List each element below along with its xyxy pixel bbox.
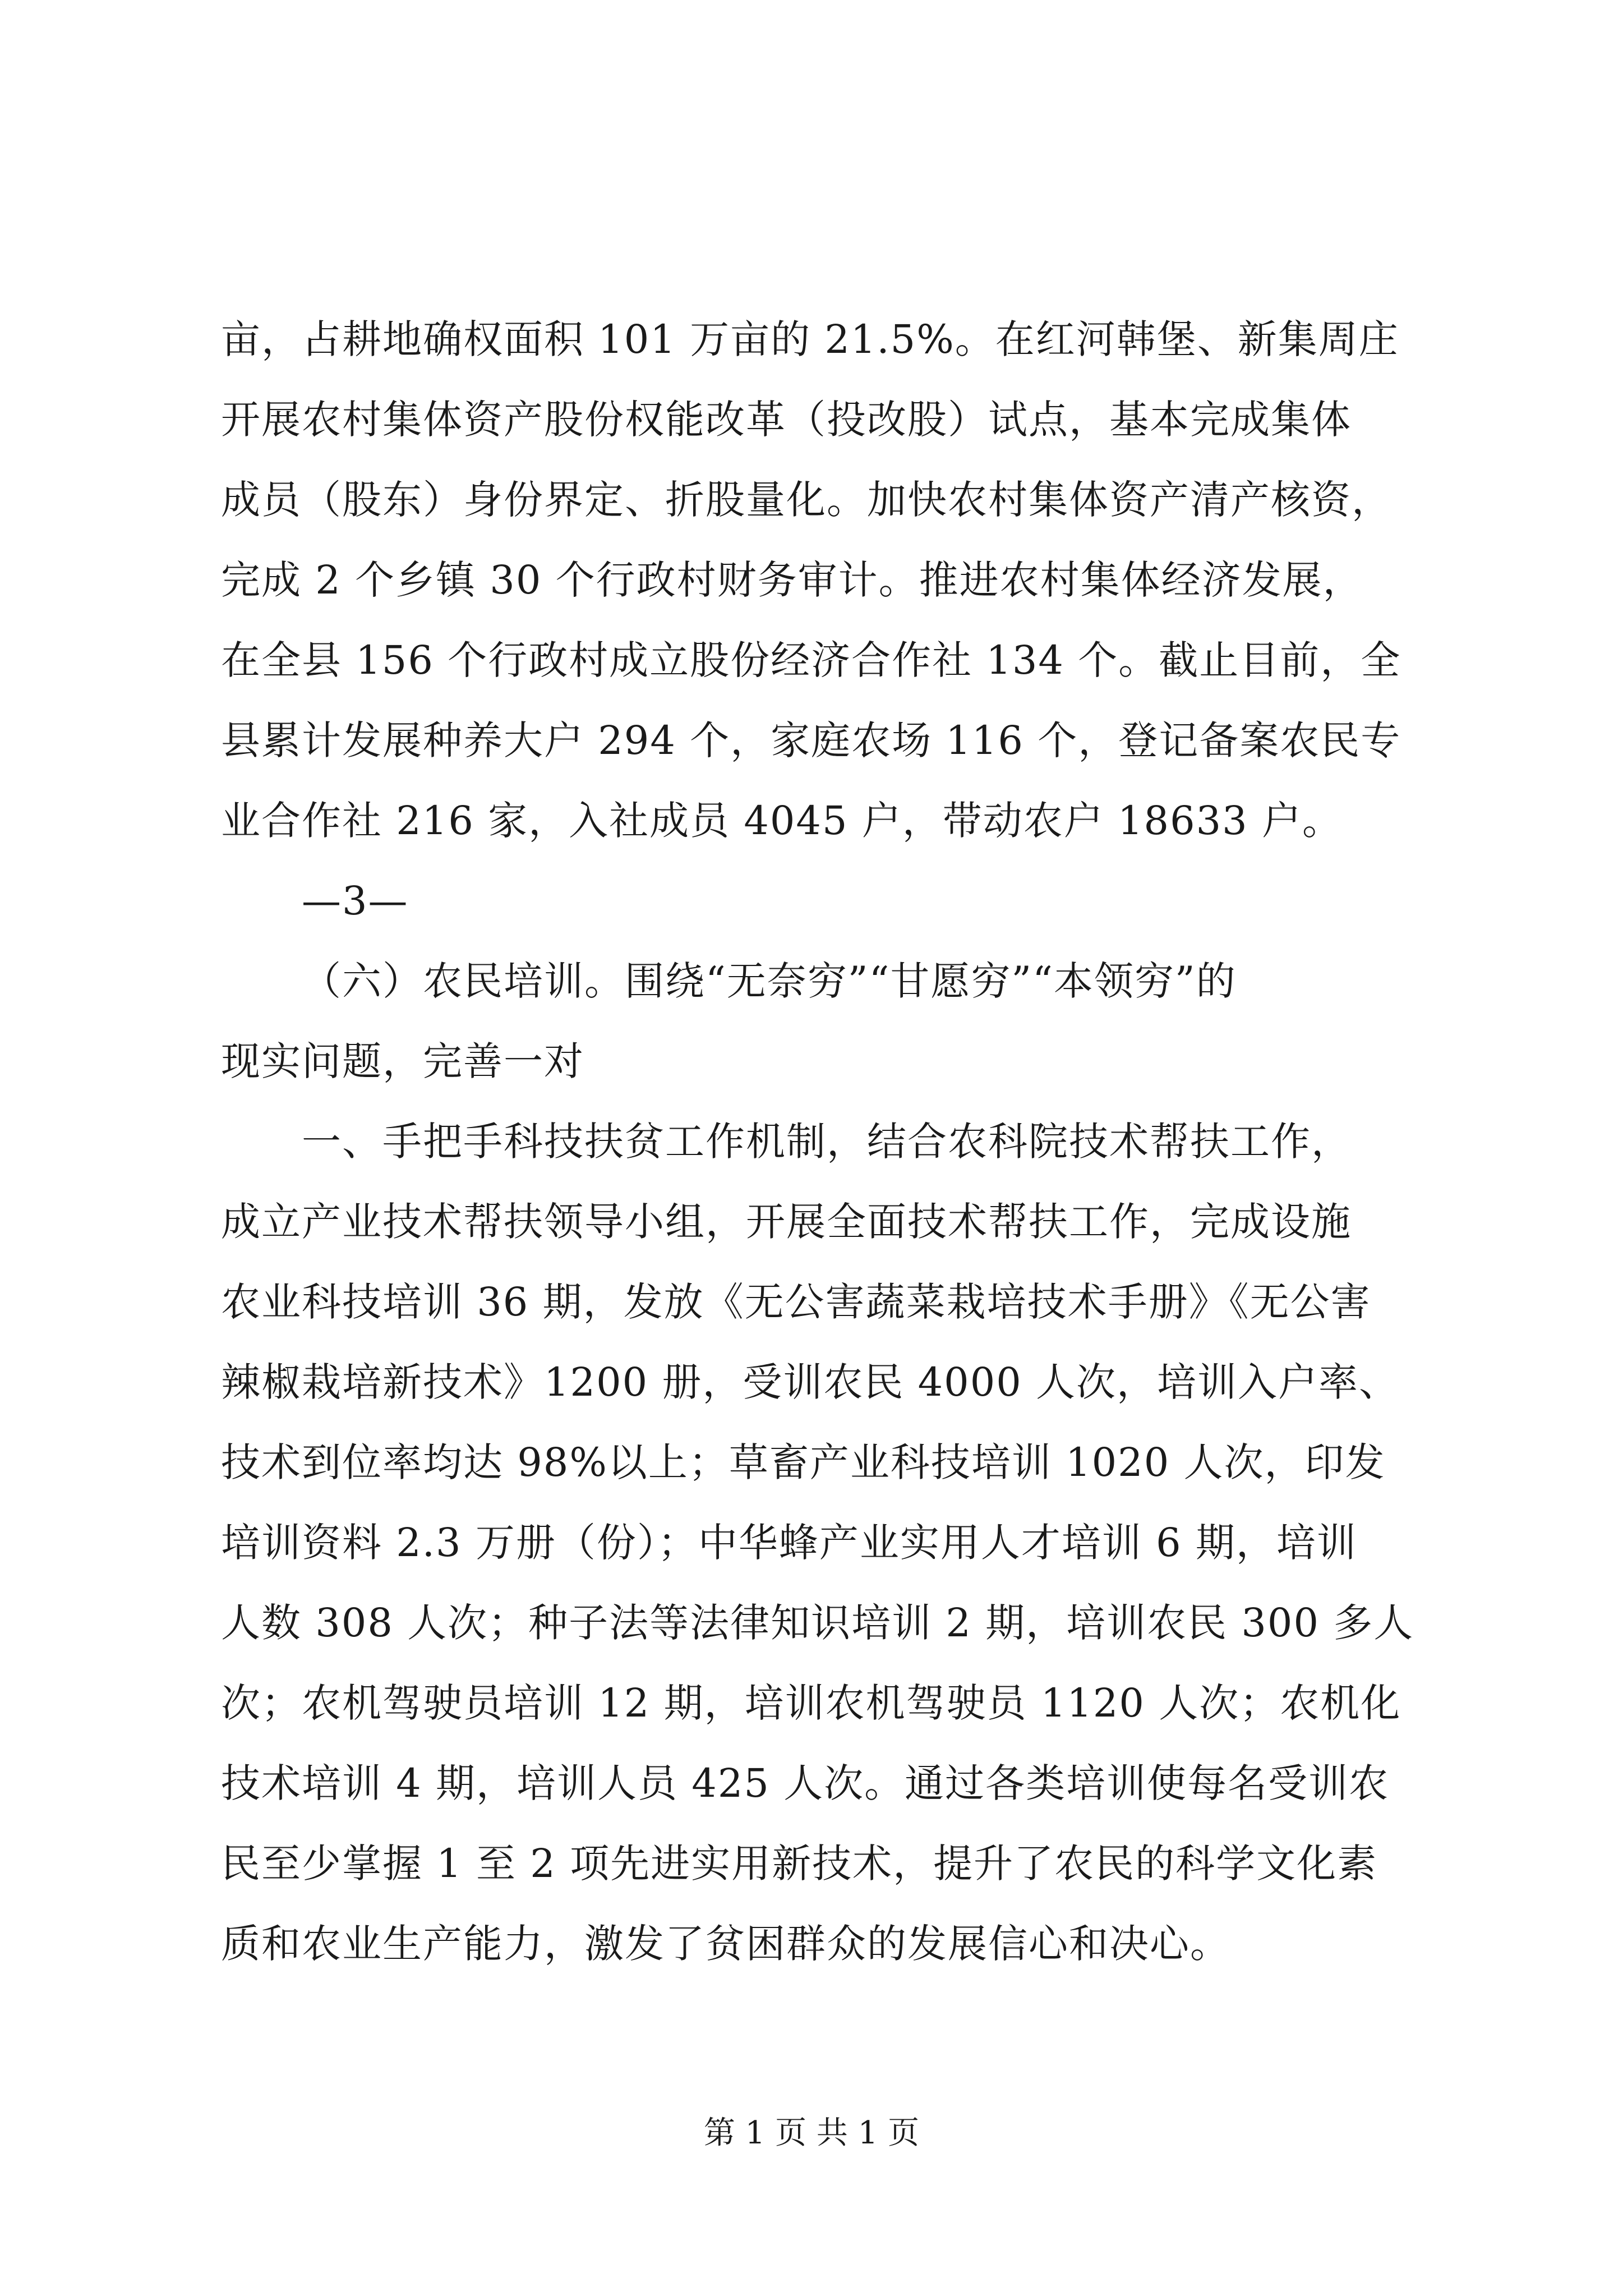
body-line: 开展农村集体资产股份权能改革（投改股）试点，基本完成集体 [221, 397, 1352, 443]
body-line: 一、手把手科技扶贫工作机制，结合农科院技术帮扶工作， [302, 1119, 1352, 1165]
body-line: 辣椒栽培新技术》1200 册，受训农民 4000 人次，培训入户率、 [221, 1359, 1400, 1405]
body-line: 民至少掌握 1 至 2 项先进实用新技术，提升了农民的科学文化素 [221, 1841, 1378, 1887]
body-line: 质和农业生产能力，激发了贫困群众的发展信心和决心。 [221, 1921, 1230, 1967]
page-marker: —3— [302, 878, 409, 924]
body-line: 业合作社 216 家，入社成员 4045 户，带动农户 18633 户。 [221, 798, 1343, 844]
body-line: 成立产业技术帮扶领导小组，开展全面技术帮扶工作，完成设施 [221, 1199, 1352, 1245]
body-line: 完成 2 个乡镇 30 个行政村财务审计。推进农村集体经济发展， [221, 557, 1363, 603]
body-line: 技术培训 4 期，培训人员 425 人次。通过各类培训使每名受训农 [221, 1760, 1390, 1806]
body-line: 县累计发展种养大户 294 个，家庭农场 116 个，登记备案农民专 [221, 717, 1401, 763]
body-line: 次；农机驾驶员培训 12 期，培训农机驾驶员 1120 人次；农机化 [221, 1680, 1401, 1726]
body-line: 成员（股东）身份界定、折股量化。加快农村集体资产清产核资， [221, 477, 1392, 523]
body-line: 人数 308 人次；种子法等法律知识培训 2 期，培训农民 300 多人 [221, 1600, 1414, 1646]
body-line: 农业科技培训 36 期，发放《无公害蔬菜栽培技术手册》《无公害 [221, 1279, 1371, 1325]
body-line: 亩，占耕地确权面积 101 万亩的 21.5%。在红河韩堡、新集周庄 [221, 316, 1399, 362]
body-line: 培训资料 2.3 万册（份）；中华蜂产业实用人才培训 6 期，培训 [221, 1520, 1357, 1566]
section-heading-line: （六）农民培训。围绕“无奈穷”“甘愿穷”“本领穷”的 [302, 958, 1237, 1004]
body-line: 现实问题，完善一对 [221, 1038, 584, 1084]
page-footer: 第 1 页 共 1 页 [703, 2115, 920, 2151]
body-line: 技术到位率均达 98%以上；草畜产业科技培训 1020 人次，印发 [221, 1439, 1386, 1485]
body-line: 在全县 156 个行政村成立股份经济合作社 134 个。截止目前，全 [221, 637, 1401, 683]
